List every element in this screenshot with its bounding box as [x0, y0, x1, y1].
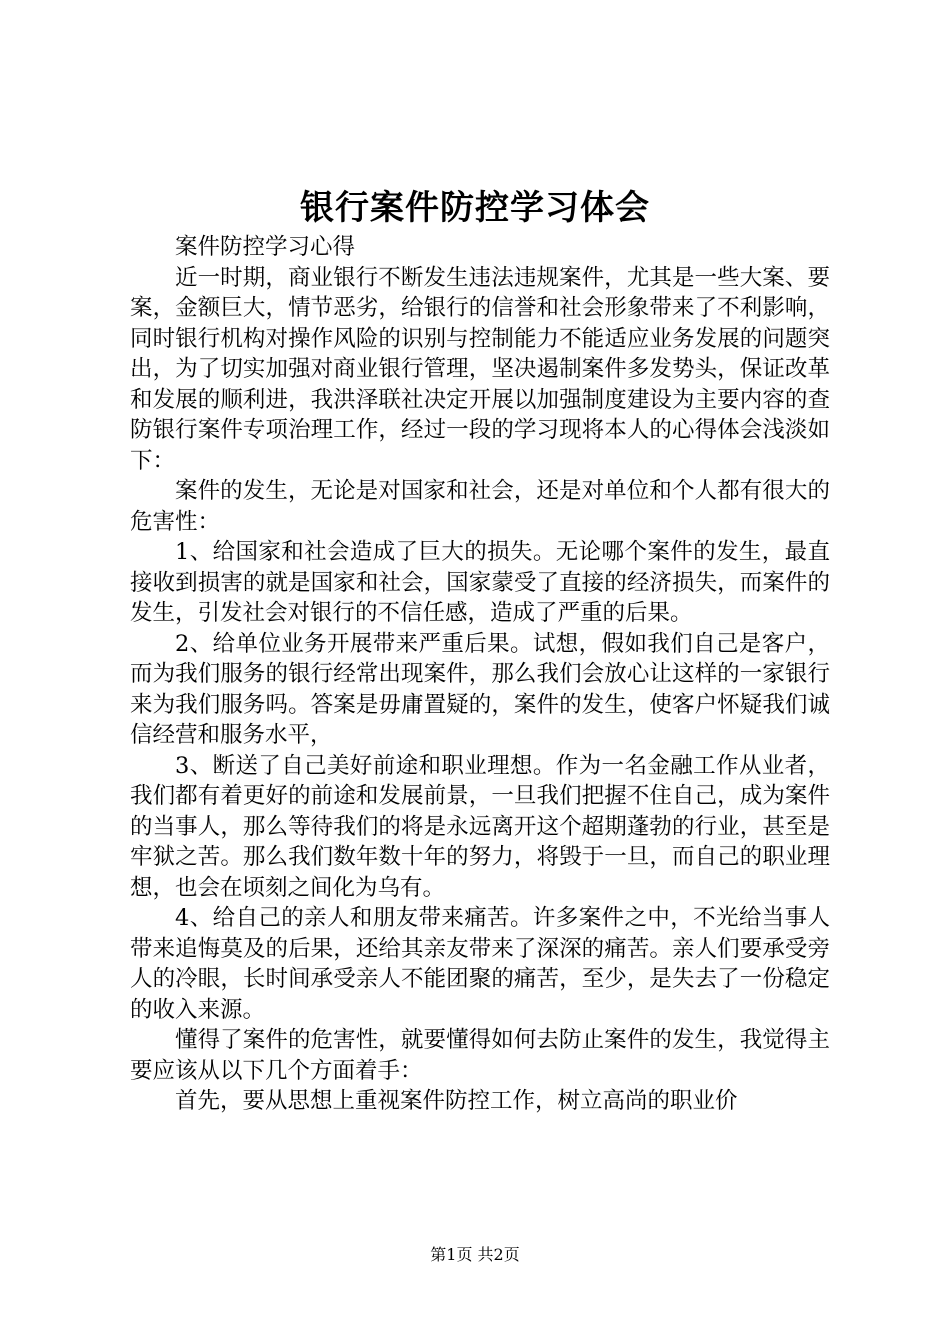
- document-body: [130, 232, 830, 1117]
- paragraph: 案件防控学习心得: [175, 234, 356, 260]
- paragraph: 3、断送了自己美好前途和职业理想。作为一名金融工作从业者，我们都有着更好的前途和发展前景，一旦我们把握不住自己，成为案件的当事人，那么等待我们的将是永远离开这个超期蓬勃的行业，甚至是牢狱之苦。那么我们数年数十年的努力，将毁于一旦，而自己的职业理想，也会在顷刻之间化为乌有。: [130, 752, 830, 901]
- paragraph: 首先，要从思想上重视案件防控工作，树立高尚的职业价: [175, 1088, 738, 1114]
- document-title: 银行案件防控学习体会: [300, 188, 650, 228]
- paragraph: 懂得了案件的危害性，就要懂得如何去防止案件的发生，我觉得主要应该从以下几个方面着手：: [130, 1027, 830, 1084]
- page-number-footer: 第1页 共2页: [430, 1245, 520, 1264]
- paragraph: 1、给国家和社会造成了巨大的损失。无论哪个案件的发生，最直接收到损害的就是国家和社会，国家蒙受了直接的经济损失，而案件的发生，引发社会对银行的不信任感，造成了严重的后果。: [130, 539, 830, 626]
- paragraph: 近一时期，商业银行不断发生违法违规案件，尤其是一些大案、要案，金额巨大，情节恶劣，给银行的信誉和社会形象带来了不利影响，同时银行机构对操作风险的识别与控制能力不能适应业务发展的问题突出，为了切实加强对商业银行管理，坚决遏制案件多发势头，保证改革和发展的顺利进，我洪泽联社决定开展以加强制度建设为主要内容的查防银行案件专项治理工作，经过一段的学习现将本人的心得体会浅淡如下：: [130, 264, 830, 474]
- paragraph: 4、给自己的亲人和朋友带来痛苦。许多案件之中，不光给当事人带来追悔莫及的后果，还给其亲友带来了深深的痛苦。亲人们要承受旁人的冷眼，长时间承受亲人不能团聚的痛苦，至少，是失去了一份稳定的收入来源。: [130, 905, 830, 1023]
- paragraph: 案件的发生，无论是对国家和社会，还是对单位和个人都有很大的危害性：: [130, 478, 830, 535]
- paragraph: 2、给单位业务开展带来严重后果。试想，假如我们自己是客户，而为我们服务的银行经常出现案件，那么我们会放心让这样的一家银行来为我们服务吗。答案是毋庸置疑的，案件的发生，使客户怀疑我们诚信经营和服务水平，: [130, 630, 830, 748]
